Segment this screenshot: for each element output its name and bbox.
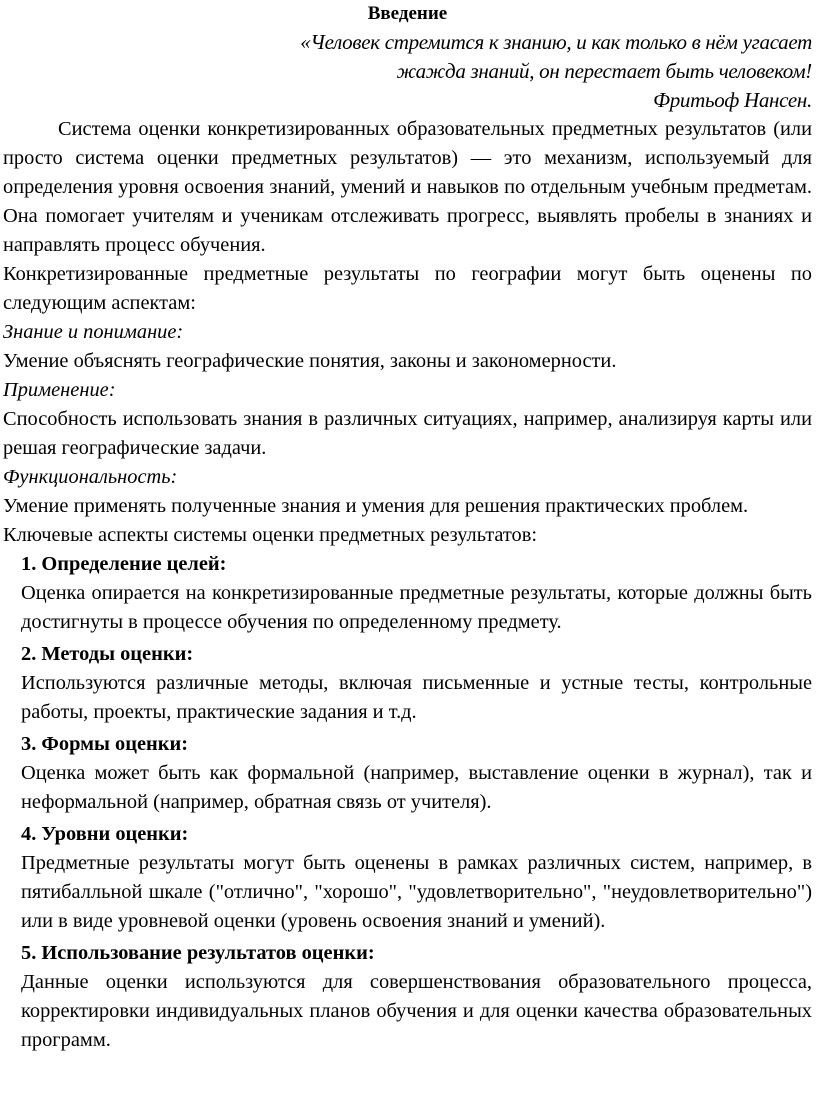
item-heading-methods: 2. Методы оценки: — [21, 643, 194, 665]
intro-paragraph: Система оценки конкретизированных образовательных предметных результатов (или просто система оценки предметных результатов) — это механизм, используемый для определения уровня освоения знаний, умений и навыков по отдельным учебным предметам. Она помогает учителям и ученикам отслеживать прогресс, выявлять пробелы в знаниях и направлять процесс обучения. — [3, 118, 812, 256]
epigraph-line-1: «Человек стремится к знанию, и как только в нём угасает — [300, 30, 812, 54]
aspect-heading-application: Применение: — [3, 379, 116, 401]
item-text-forms: Оценка может быть как формальной (например, выставление оценки в журнал), так и неформальной (например, обратная связь от учителя). — [21, 762, 812, 813]
item-text-levels: Предметные результаты могут быть оценены в рамках различных систем, например, в пятибалльной шкале ("отлично", "хорошо", "удовлетворительно", "неудовлетворительно") или в виде уровневой оценки (уровень освоения знаний и умений). — [21, 852, 812, 932]
epigraph-line-2: жажда знаний, он перестает быть человеком! — [396, 59, 812, 83]
item-text-methods: Используются различные методы, включая письменные и устные тесты, контрольные работы, проекты, практические задания и т.д. — [21, 672, 812, 723]
aspect-heading-functionality: Функциональность: — [3, 466, 178, 488]
aspect-heading-knowledge: Знание и понимание: — [3, 321, 184, 343]
item-text-results-use: Данные оценки используются для совершенствования образовательного процесса, корректировки индивидуальных планов обучения и для оценки качества образовательных программ. — [21, 971, 812, 1051]
aspects-intro: Конкретизированные предметные результаты по географии могут быть оценены по следующим аспектам: — [3, 263, 812, 314]
key-aspects-intro: Ключевые аспекты системы оценки предметных результатов: — [3, 524, 538, 546]
aspect-text-knowledge: Умение объяснять географические понятия, законы и закономерности. — [3, 350, 617, 372]
epigraph-author: Фритьоф Нансен. — [653, 88, 812, 112]
item-heading-results-use: 5. Использование результатов оценки: — [21, 942, 375, 964]
aspect-text-application: Способность использовать знания в различных ситуациях, например, анализируя карты или решая географические задачи. — [3, 408, 812, 459]
item-heading-forms: 3. Формы оценки: — [21, 733, 189, 755]
item-text-goals: Оценка опирается на конкретизированные предметные результаты, которые должны быть достигнуты в процессе обучения по определенному предмету. — [21, 582, 812, 633]
document-title: Введение — [367, 3, 448, 24]
item-heading-goals: 1. Определение целей: — [21, 553, 227, 575]
aspect-text-functionality: Умение применять полученные знания и умения для решения практических проблем. — [3, 495, 749, 517]
item-heading-levels: 4. Уровни оценки: — [21, 823, 189, 845]
